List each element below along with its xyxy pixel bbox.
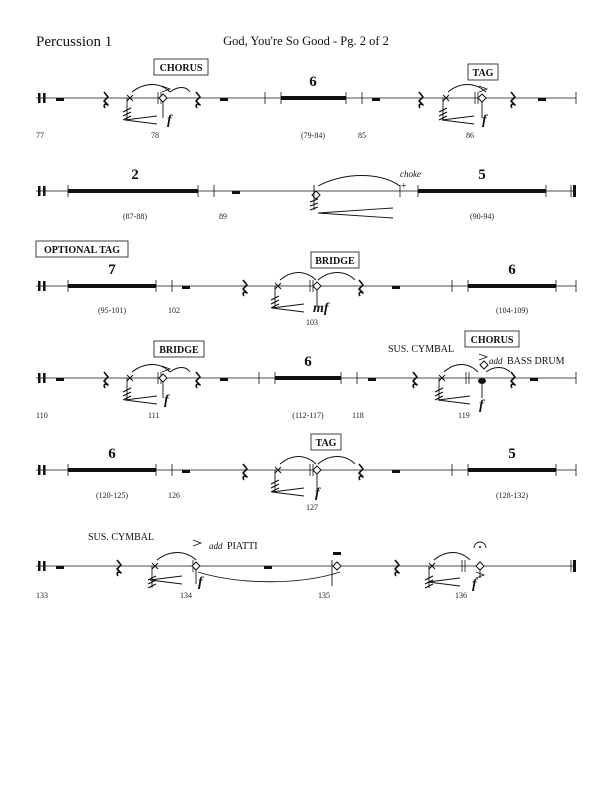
- dynamic: f: [479, 398, 484, 413]
- dynamic: mf: [313, 301, 329, 316]
- bar-number: 89: [219, 212, 227, 221]
- bar-number: 134: [180, 591, 192, 600]
- multirest-count: 5: [508, 446, 516, 462]
- multirest-count: 6: [304, 354, 312, 370]
- system-5: [36, 434, 576, 512]
- rehearsal-mark: CHORUS: [159, 63, 203, 74]
- system-4: [36, 331, 576, 420]
- multirest-range: (104-109): [496, 306, 528, 315]
- bar-number: 111: [148, 411, 160, 420]
- multirest-range: (87-88): [123, 212, 147, 221]
- bar-number: 136: [455, 591, 467, 600]
- dynamic: f: [482, 113, 487, 128]
- instrument-text: SUS. CYMBAL: [88, 532, 155, 543]
- multirest-range: (79-84): [301, 131, 325, 140]
- bar-number: 127: [306, 503, 318, 512]
- rehearsal-mark: TAG: [472, 68, 494, 79]
- dynamic: f: [164, 393, 169, 408]
- multirest-count: 5: [478, 167, 486, 183]
- bar-number: 86: [466, 131, 474, 140]
- bar-number: 119: [458, 411, 470, 420]
- bar-number: 78: [151, 131, 159, 140]
- add-text: add: [209, 541, 223, 551]
- rehearsal-mark: CHORUS: [470, 335, 514, 346]
- rehearsal-mark: OPTIONAL TAG: [43, 245, 121, 256]
- multirest-range: (112-117): [292, 411, 324, 420]
- rehearsal-mark: TAG: [315, 438, 337, 449]
- dynamic: f: [472, 577, 477, 592]
- bar-number: 102: [168, 306, 180, 315]
- multirest-count: 6: [508, 262, 516, 278]
- dynamic: f: [315, 486, 320, 501]
- bar-number: 110: [36, 411, 48, 420]
- page-title: God, You're So Good - Pg. 2 of 2: [223, 34, 389, 48]
- bar-number: 126: [168, 491, 180, 500]
- part-name: Percussion 1: [36, 34, 113, 50]
- multirest-count: 7: [108, 262, 116, 278]
- system-1: [36, 59, 576, 140]
- rehearsal-mark: BRIDGE: [315, 256, 355, 267]
- multirest-count: 6: [108, 446, 116, 462]
- multirest-count: 6: [309, 74, 317, 90]
- choke-plus: +: [401, 181, 407, 192]
- bar-number: 133: [36, 591, 48, 600]
- system-2: [36, 167, 576, 221]
- bar-number: 118: [352, 411, 364, 420]
- multirest-count: 2: [131, 167, 139, 183]
- multirest-range: (90-94): [470, 212, 494, 221]
- multirest-range: (120-125): [96, 491, 128, 500]
- bar-number: 77: [36, 131, 44, 140]
- rehearsal-mark: BRIDGE: [159, 345, 199, 356]
- choke-text: choke: [400, 169, 421, 179]
- bar-number: 135: [318, 591, 330, 600]
- multirest-range: (95-101): [98, 306, 126, 315]
- multirest-range: (128-132): [496, 491, 528, 500]
- system-3: [36, 241, 576, 327]
- instrument-text: PIATTI: [227, 541, 258, 552]
- system-6: [36, 532, 576, 600]
- dynamic: f: [198, 575, 203, 590]
- add-text: add: [489, 356, 503, 366]
- dynamic: f: [167, 113, 172, 128]
- instrument-text: BASS DRUM: [507, 356, 565, 367]
- bar-number: 103: [306, 318, 318, 327]
- bar-number: 85: [358, 131, 366, 140]
- instrument-text: SUS. CYMBAL: [388, 344, 455, 355]
